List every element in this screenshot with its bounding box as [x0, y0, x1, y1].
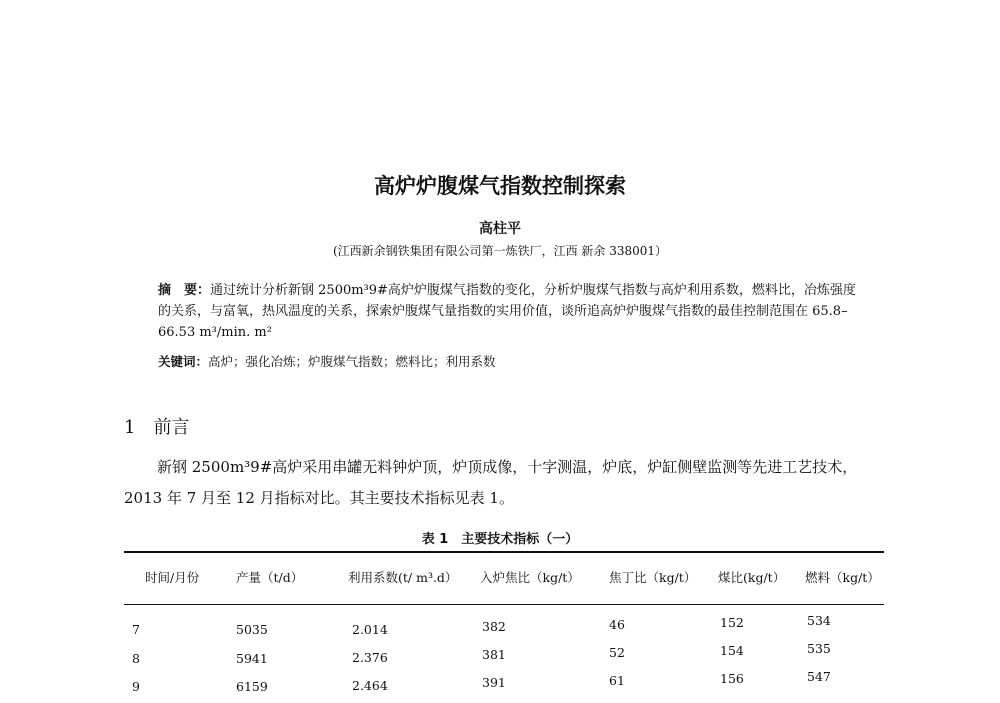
table-cell: 5035 [236, 622, 268, 637]
abstract-text: 通过统计分析新钢 2500m³9#高炉炉腹煤气指数的变化，分析炉腹煤气指数与高炉利用系数，燃料比，冶炼强度的关系，与富氧，热风温度的关系，探索炉腹煤气量指数的实用价值，谈所追高炉炉腹煤气指数的最佳控制范围在 65.8–66.53 m³/min. m² [158, 283, 856, 340]
table-top-rule [124, 551, 884, 553]
author-affiliation: (江西新余钢铁集团有限公司第一炼铁厂，江西 新余 338001） [332, 244, 668, 258]
author-name: 高柱平 [479, 221, 521, 237]
keywords [158, 352, 496, 370]
section-heading: 1 前言 [124, 417, 190, 438]
table-cell: 6159 [236, 679, 268, 694]
table-cell: 5941 [236, 651, 268, 666]
table-cell: 9 [132, 679, 140, 694]
table-cell: 534 [807, 613, 831, 628]
table-cell: 7 [132, 622, 140, 637]
table-cell: 381 [482, 647, 506, 662]
table-cell: 46 [609, 617, 625, 632]
table-header-cell: 时间/月份 [145, 570, 200, 585]
paper-title: 高炉炉腹煤气指数控制探索 [374, 174, 626, 198]
table-cell: 2.464 [352, 678, 388, 693]
table-cell: 61 [609, 673, 625, 688]
table-cell: 156 [720, 671, 744, 686]
table-header-cell: 燃料（kg/t） [805, 570, 880, 585]
table-header-cell: 利用系数(t/ m³.d） [348, 570, 458, 585]
intro-paragraph: 新钢 2500m³9#高炉采用串罐无料钟炉顶，炉顶成像，十字测温，炉底，炉缸侧壁监测等先进工艺技术，2013 年 7 月至 12 月指标对比。其主要技术指标见表 1。 [124, 458, 858, 507]
table-caption: 表 1 主要技术指标（一） [421, 532, 579, 547]
abstract [158, 280, 863, 343]
table-cell: 52 [609, 645, 625, 660]
table-header-cell: 入炉焦比（kg/t） [480, 570, 580, 585]
table-cell: 2.376 [352, 650, 388, 665]
table-cell: 547 [807, 669, 831, 684]
table-header-cell: 产量（t/d） [236, 570, 304, 585]
table-cell: 391 [482, 675, 506, 690]
abstract-label: 摘 要： [158, 283, 211, 298]
table-cell: 382 [482, 619, 506, 634]
table-header-cell: 煤比(kg/t） [718, 570, 786, 585]
table-cell: 152 [720, 615, 744, 630]
table-header-rule [124, 604, 884, 605]
table-cell: 154 [720, 643, 744, 658]
keywords-label: 关键词： [158, 354, 209, 369]
table-cell: 2.014 [352, 622, 388, 637]
table-header-cell: 焦丁比（kg/t） [609, 570, 697, 585]
table-cell: 8 [132, 651, 140, 666]
table-cell: 535 [807, 641, 831, 656]
keywords-text: 高炉；强化冶炼；炉腹煤气指数；燃料比；利用系数 [208, 354, 496, 369]
